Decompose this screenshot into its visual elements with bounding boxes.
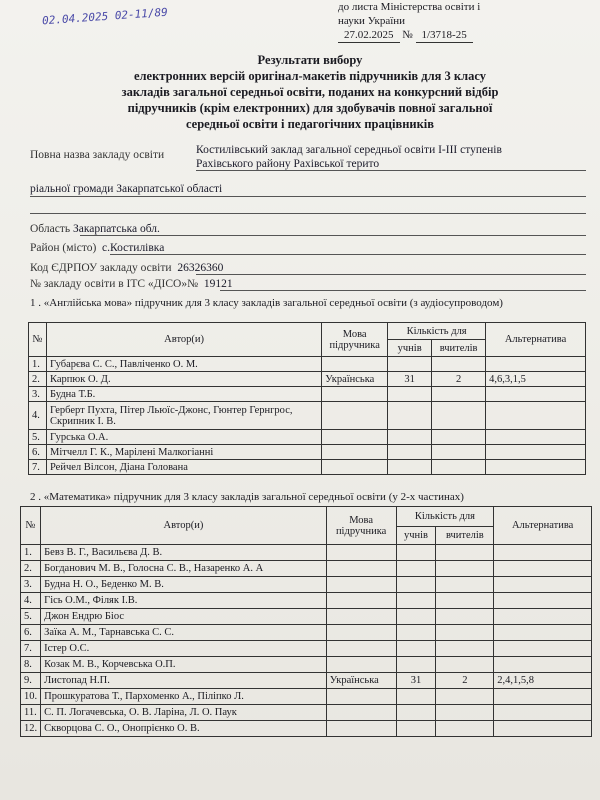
title-line-5: середньої освіти і педагогічних працівників (185, 117, 435, 131)
ref-no-label: № (402, 29, 413, 41)
table-row (21, 673, 592, 689)
row-author: Карпюк О. Д. (46, 372, 321, 387)
row-number: 9. (21, 673, 41, 689)
row-number: 8. (21, 657, 41, 673)
students-count: 31 (388, 372, 432, 387)
col-language-header: Мова підручника (322, 323, 388, 357)
underline (110, 254, 586, 255)
district-value: с.Костилівка (102, 242, 165, 254)
row-number: 6. (29, 445, 47, 460)
underline (196, 274, 586, 275)
row-number: 7. (21, 641, 41, 657)
region-label: Область (30, 223, 71, 235)
underline (30, 196, 586, 197)
table-row (21, 593, 592, 609)
row-author: Гурська О.А. (46, 430, 321, 445)
row-number: 3. (29, 387, 47, 402)
handwritten-registration: 02.04.2025 02-11/89 (41, 5, 169, 28)
region-field (30, 222, 160, 236)
row-number: 2. (21, 561, 41, 577)
row-number: 7. (29, 460, 47, 475)
col-quantity-header: Кількість для (396, 507, 494, 527)
row-author: Губарєва С. С., Павліченко О. М. (46, 357, 321, 372)
school-label: Повна назва закладу освіти (30, 149, 165, 161)
row-number: 3. (21, 577, 41, 593)
col-number-header: № (21, 507, 41, 545)
row-author: Джон Ендрю Біос (41, 609, 327, 625)
itc-label: № закладу освіти в ІТС «ДІСО»№ (30, 278, 199, 290)
table-row (29, 445, 586, 460)
row-author: Листопад Н.П. (41, 673, 327, 689)
school-value-line-3-wrap (30, 182, 222, 196)
row-number: 4. (21, 593, 41, 609)
col-author-header: Автор(и) (46, 323, 321, 357)
underline (196, 170, 586, 171)
region-value: Закарпатська обл. (72, 223, 160, 235)
title-line-1: Результати вибору (257, 53, 363, 67)
table-row (21, 689, 592, 705)
edrpou-field (30, 261, 223, 275)
ref-line-2: науки України (338, 15, 406, 27)
table-row (21, 657, 592, 673)
row-author: Скворцова С. О., Онопрієнко О. В. (41, 721, 327, 737)
title-line-4: підручників (крім електронних) для здобувачів повної загальної (127, 101, 493, 115)
table-row (21, 609, 592, 625)
school-value-line-2: Рахівського району Рахівської терито (196, 158, 380, 170)
teachers-count: 2 (432, 372, 486, 387)
table-row (29, 430, 586, 445)
table-row (29, 372, 586, 387)
col-author-header: Автор(и) (41, 507, 327, 545)
row-author: Бевз В. Г., Васильєва Д. В. (41, 545, 327, 561)
row-author: Рейчел Вілсон, Діана Голована (46, 460, 321, 475)
ref-date: 27.02.2025 (338, 28, 400, 43)
table-row (21, 577, 592, 593)
row-author: Мітчелл Г. К., Марілені Малкогіанні (46, 445, 321, 460)
row-author: Герберт Пухта, Пітер Льюїс-Джонс, Гюнтер Гернгрос, Скрипник І. В. (46, 402, 321, 430)
english-table (28, 322, 586, 475)
ref-line-1: до листа Міністерства освіти і (338, 1, 481, 13)
row-number: 1. (29, 357, 47, 372)
row-number: 5. (21, 609, 41, 625)
row-author: Гісь О.М., Філяк І.В. (41, 593, 327, 609)
row-author: Богданович М. В., Голосна С. В., Назаренко А. А (41, 561, 327, 577)
district-field (30, 241, 164, 255)
edrpou-label: Код ЄДРПОУ закладу освіти (30, 262, 172, 274)
row-number: 1. (21, 545, 41, 561)
teachers-count: 2 (436, 673, 494, 689)
row-author: Будна Н. О., Беденко М. В. (41, 577, 327, 593)
row-author: Прошкуратова Т., Пархоменко А., Пiлiпко Л. (41, 689, 327, 705)
school-name-field (30, 148, 164, 162)
col-number-header: № (29, 323, 47, 357)
row-author: С. П. Логачевська, О. В. Ларіна, Л. О. Паук (41, 705, 327, 721)
col-teachers-header: вчителів (432, 340, 486, 357)
table-row (21, 641, 592, 657)
reference-block (338, 0, 598, 43)
col-alternative-header: Альтернатива (494, 507, 592, 545)
section-2-heading: 2 . «Математика» підручник для 3 класу закладів загальної середньої освіти (у 2-х частинах) (30, 491, 464, 503)
edrpou-value: 26326360 (177, 262, 224, 274)
district-label: Район (місто) (30, 242, 97, 254)
table-row (29, 402, 586, 430)
ref-number: 1/3718-25 (416, 28, 473, 43)
row-number: 5. (29, 430, 47, 445)
underline (30, 213, 586, 214)
row-author: Будна Т.Б. (46, 387, 321, 402)
table-row (21, 721, 592, 737)
row-number: 4. (29, 402, 47, 430)
col-language-header: Мова підручника (326, 507, 396, 545)
document-title (40, 52, 580, 132)
row-author: Козак М. В., Корчевська О.П. (41, 657, 327, 673)
table-row (29, 387, 586, 402)
col-teachers-header: вчителів (436, 527, 494, 545)
row-number: 11. (21, 705, 41, 721)
row-author: Істер О.С. (41, 641, 327, 657)
col-students-header: учнів (396, 527, 436, 545)
students-count: 31 (396, 673, 436, 689)
title-line-2: електронних версій оригінал-макетів підручників для 3 класу (133, 69, 487, 83)
col-quantity-header: Кількість для (388, 323, 486, 340)
school-value (196, 143, 586, 171)
school-value-line-1: Костилівський заклад загальної середньої освіти І-ІІІ ступенів (196, 144, 502, 156)
table-row (29, 357, 586, 372)
alternatives: 2,4,1,5,8 (494, 673, 592, 689)
table-row (21, 561, 592, 577)
table-row (29, 460, 586, 475)
selected-language: Українська (326, 673, 396, 689)
itc-value: 19121 (203, 278, 233, 290)
itc-field (30, 277, 233, 291)
underline (80, 235, 586, 236)
alternatives: 4,6,3,1,5 (486, 372, 586, 387)
title-line-3: закладів загальної середньої освіти, поданих на конкурсний відбір (121, 85, 499, 99)
row-number: 2. (29, 372, 47, 387)
table-row (21, 545, 592, 561)
table-row (21, 625, 592, 641)
col-alternative-header: Альтернатива (486, 323, 586, 357)
row-number: 12. (21, 721, 41, 737)
section-1-heading: 1 . «Англійська мова» підручник для 3 класу закладів загальної середньої освіти (з аудіосупроводом) (30, 297, 503, 309)
row-number: 10. (21, 689, 41, 705)
school-value-line-3: ріальної громади Закарпатської області (30, 183, 223, 195)
underline (220, 290, 586, 291)
selected-language: Українська (322, 372, 388, 387)
table-row (21, 705, 592, 721)
row-author: Заїка А. М., Тарнавська С. С. (41, 625, 327, 641)
row-number: 6. (21, 625, 41, 641)
math-table (20, 506, 592, 737)
col-students-header: учнів (388, 340, 432, 357)
